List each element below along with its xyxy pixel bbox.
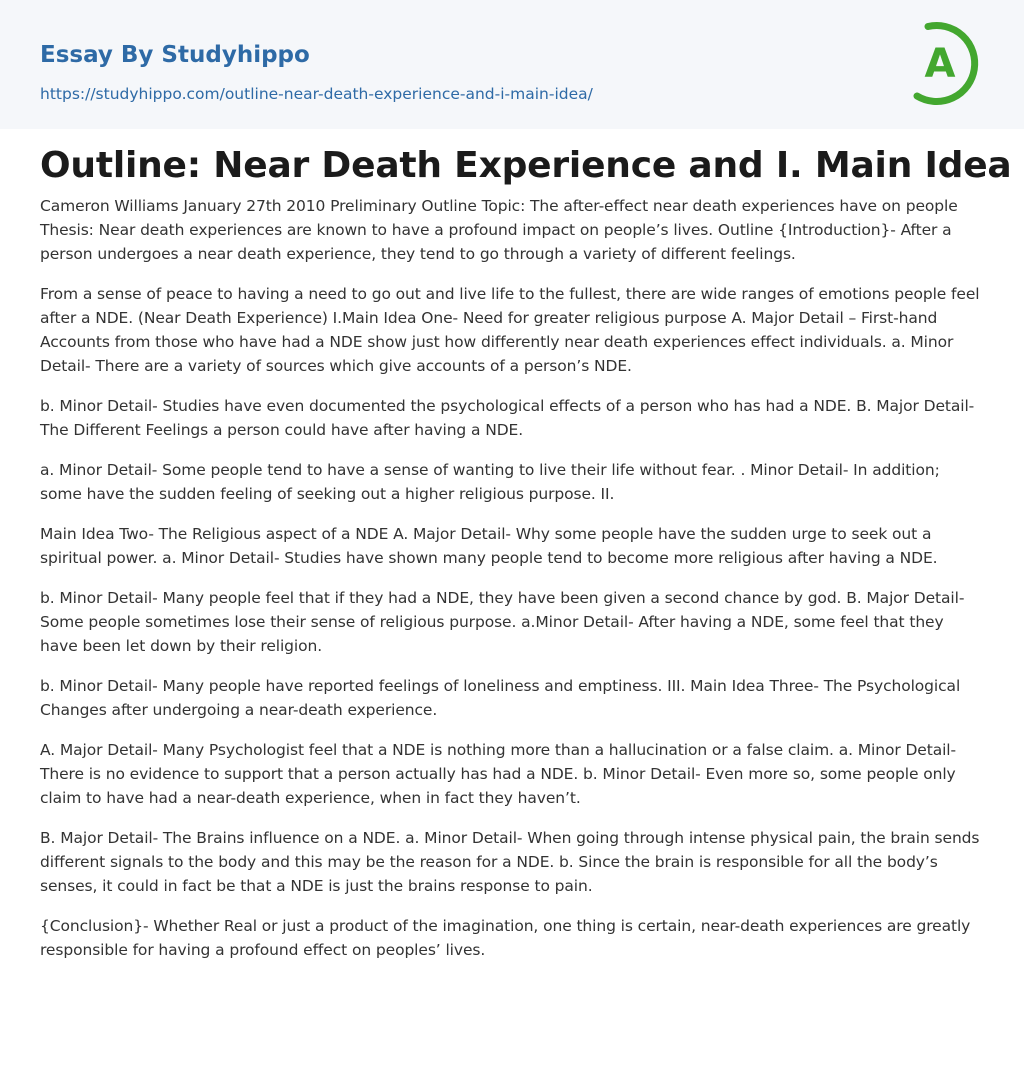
essay-paragraph: Main Idea Two- The Religious aspect of a NDE A. Major Detail- Why some people have the sudden urge to seek out a spiritual power. a. Minor Detail- Studies have shown many people tend to become more religious after having a NDE. [40,525,938,567]
essay-paragraph: A. Major Detail- Many Psychologist feel that a NDE is nothing more than a hallucination or a false claim. a. Minor Detail-There is no evidence to support that a person actually has had a NDE. b. Minor Detail- Even more so, some people only claim to have had a near-death experience, when in fact they haven’t. [40,741,957,807]
logo-letter: A [924,41,956,87]
essay-url-link[interactable]: https://studyhippo.com/outline-near-death-experience-and-i-main-idea/ [40,85,593,103]
studyhippo-logo-icon[interactable] [896,20,986,106]
essay-paragraph: b. Minor Detail- Many people feel that if they had a NDE, they have been given a second chance by god. B. Major Detail- Some people sometimes lose their sense of religious purpose. a.Minor Detail- After having a NDE, some feel that they have been let down by their religion. [40,589,965,655]
essay-body [40,194,986,978]
essay-paragraph: B. Major Detail- The Brains influence on a NDE. a. Minor Detail- When going through intense physical pain, the brain sends different signals to the body and this may be the reason for a NDE. b. Since the brain is responsible for all the body’s senses, it could in fact be that a NDE is just the brains response to pain. [40,829,980,895]
site-brand[interactable]: Essay By Studyhippo [40,42,310,68]
essay-paragraph: From a sense of peace to having a need to go out and live life to the fullest, there are wide ranges of emotions people feel after a NDE. (Near Death Experience) I.Main Idea One- Need for greater religious purpose A. Major Detail – First-hand Accounts from those who have had a NDE show just how differently near death experiences effect individuals. a. Minor Detail- There are a variety of sources which give accounts of a person’s NDE. [40,285,980,375]
essay-paragraph: b. Minor Detail- Many people have reported feelings of loneliness and emptiness. III. Main Idea Three- The Psychological Changes after undergoing a near-death experience. [40,677,961,719]
page-title: Outline: Near Death Experience and I. Main Idea [40,145,1012,186]
essay-paragraph: Cameron Williams January 27th 2010 Preliminary Outline Topic: The after-effect near death experiences have on people Thesis: Near death experiences are known to have a profound impact on people’s lives. Outline {Introduction}- After a person undergoes a near death experience, they tend to go through a variety of different feelings. [40,197,958,263]
essay-paragraph: a. Minor Detail- Some people tend to have a sense of wanting to live their life without fear. . Minor Detail- In addition; some have the sudden feeling of seeking out a higher religious purpose. II. [40,461,940,503]
page-header [0,0,1024,129]
essay-paragraph: {Conclusion}- Whether Real or just a product of the imagination, one thing is certain, near-death experiences are greatly responsible for having a profound effect on peoples’ lives. [40,917,971,959]
essay-paragraph: b. Minor Detail- Studies have even documented the psychological effects of a person who has had a NDE. B. Major Detail- The Different Feelings a person could have after having a NDE. [40,397,975,439]
